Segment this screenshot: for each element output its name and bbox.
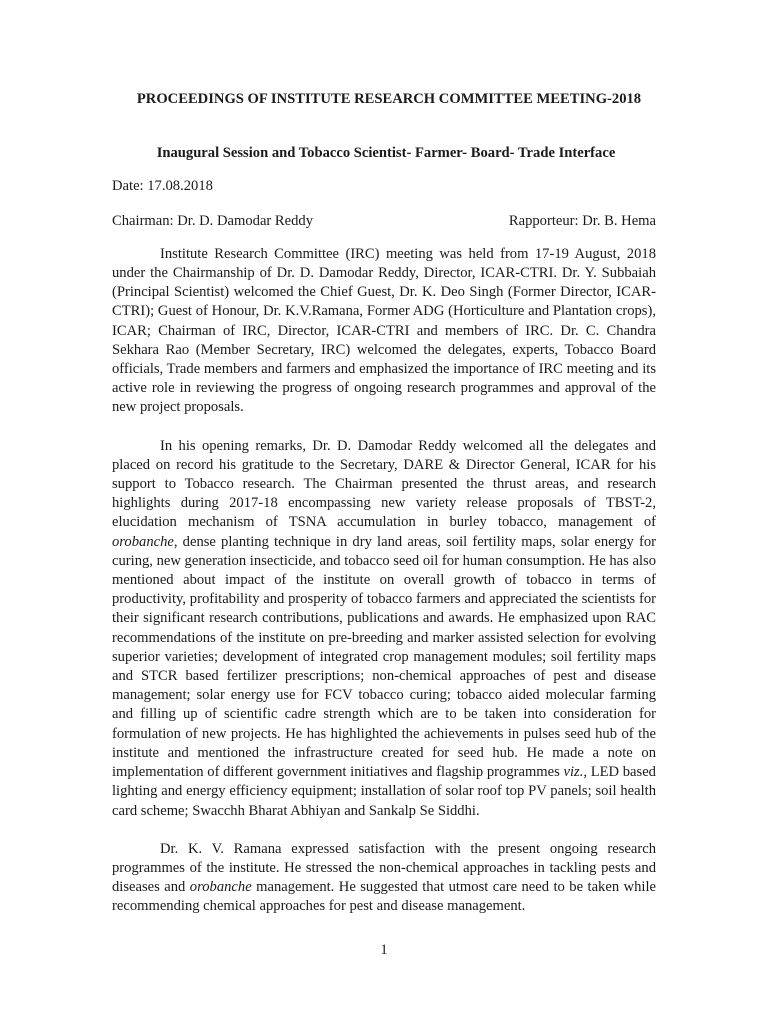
paragraph-1: Institute Research Committee (IRC) meeting was held from 17-19 August, 2018 under the Chairmanship of Dr. D. Damodar Reddy, Director, ICAR-CTRI. Dr. Y. Subbaiah (Principal Scientist) welcomed the Chief Guest, Dr. K. Deo Singh (Former Director, ICAR-CTRI); Guest of Honour, Dr. K.V.Ramana, Former ADG (Horticulture and Plantation crops), ICAR; Chairman of IRC, Director, ICAR-CTRI and members of IRC. Dr. C. Chandra Sekhara Rao (Member Secretary, IRC) welcomed the delegates, experts, Tobacco Board officials, Trade members and farmers and emphasized the importance of IRC meeting and its active role in reviewing the progress of ongoing research programmes and approval of the new project proposals. — [112, 245, 656, 416]
paragraph-3-text: Dr. K. V. Ramana expressed satisfaction with the present ongoing research programmes of the institute. He stressed the non-chemical approaches in tackling pests and diseases and — [112, 840, 656, 896]
document-subtitle: Inaugural Session and Tobacco Scientist- Farmer- Board- Trade Interface — [156, 145, 616, 162]
paragraph-3-text: management. He suggested that utmost care need to be taken while recommending chemical approaches for pest and disease management. — [112, 879, 656, 915]
paragraph-2-text: LED based lighting and energy efficiency equipment; installation of solar roof top PV panels; soil health card scheme; Swacchh Bharat Abhiyan and Sankalp Se Siddhi. — [112, 764, 656, 819]
paragraph-2-italic-viz: viz., — [563, 764, 588, 781]
rapporteur: Rapporteur: Dr. B. Hema — [508, 212, 656, 229]
paragraph-2-text: , dense planting technique in dry land areas, soil fertility maps, solar energy for curing, new generation insecticide, and tobacco seed oil for human consumption. He has also mentioned about impact of the institute on overall growth of tobacco in terms of productivity, profitability and prosperity of tobacco farmers and appreciated the scientists for their significant research contributions, publications and awards. He emphasized upon RAC recommendations of the institute on pre-breeding and marker assisted selection for evolving superior varieties; development of integrated crop management modules; soil fertility maps and STCR based fertilizer prescriptions; non-chemical approaches of pest and disease management; solar energy use for FCV tobacco curing; tobacco aided molecular farming and filling up of scientific cadre strength which are to be taken into consideration for formulation of new projects. He has highlighted the achievements in pulses seed hub of the institute and mentioned the infrastructure created for seed hub. He made a note on implementation of different government initiatives and flagship programmes — [112, 533, 656, 781]
paragraph-3 — [112, 840, 656, 917]
paragraph-2-italic-orobanche: orobanche — [112, 533, 174, 550]
chairman: Chairman: Dr. D. Damodar Reddy — [112, 212, 314, 229]
roles-line — [112, 212, 656, 231]
page-number: 1 — [380, 942, 388, 958]
paragraph-2-text: In his opening remarks, Dr. D. Damodar Reddy welcomed all the delegates and placed on record his gratitude to the Secretary, DARE & Director General, ICAR for his support to Tobacco research. The Chairman presented the thrust areas, and research highlights during 2017-18 encompassing new variety release proposals of TBST-2, elucidation mechanism of TSNA accumulation in burley tobacco, management of — [112, 437, 656, 531]
paragraph-2 — [112, 437, 656, 821]
document-page — [112, 90, 656, 917]
document-title: PROCEEDINGS OF INSTITUTE RESEARCH COMMITTEE MEETING-2018 — [136, 91, 642, 107]
paragraph-3-italic-orobanche: orobanche — [189, 879, 252, 896]
meeting-date: Date: 17.08.2018 — [112, 178, 213, 195]
